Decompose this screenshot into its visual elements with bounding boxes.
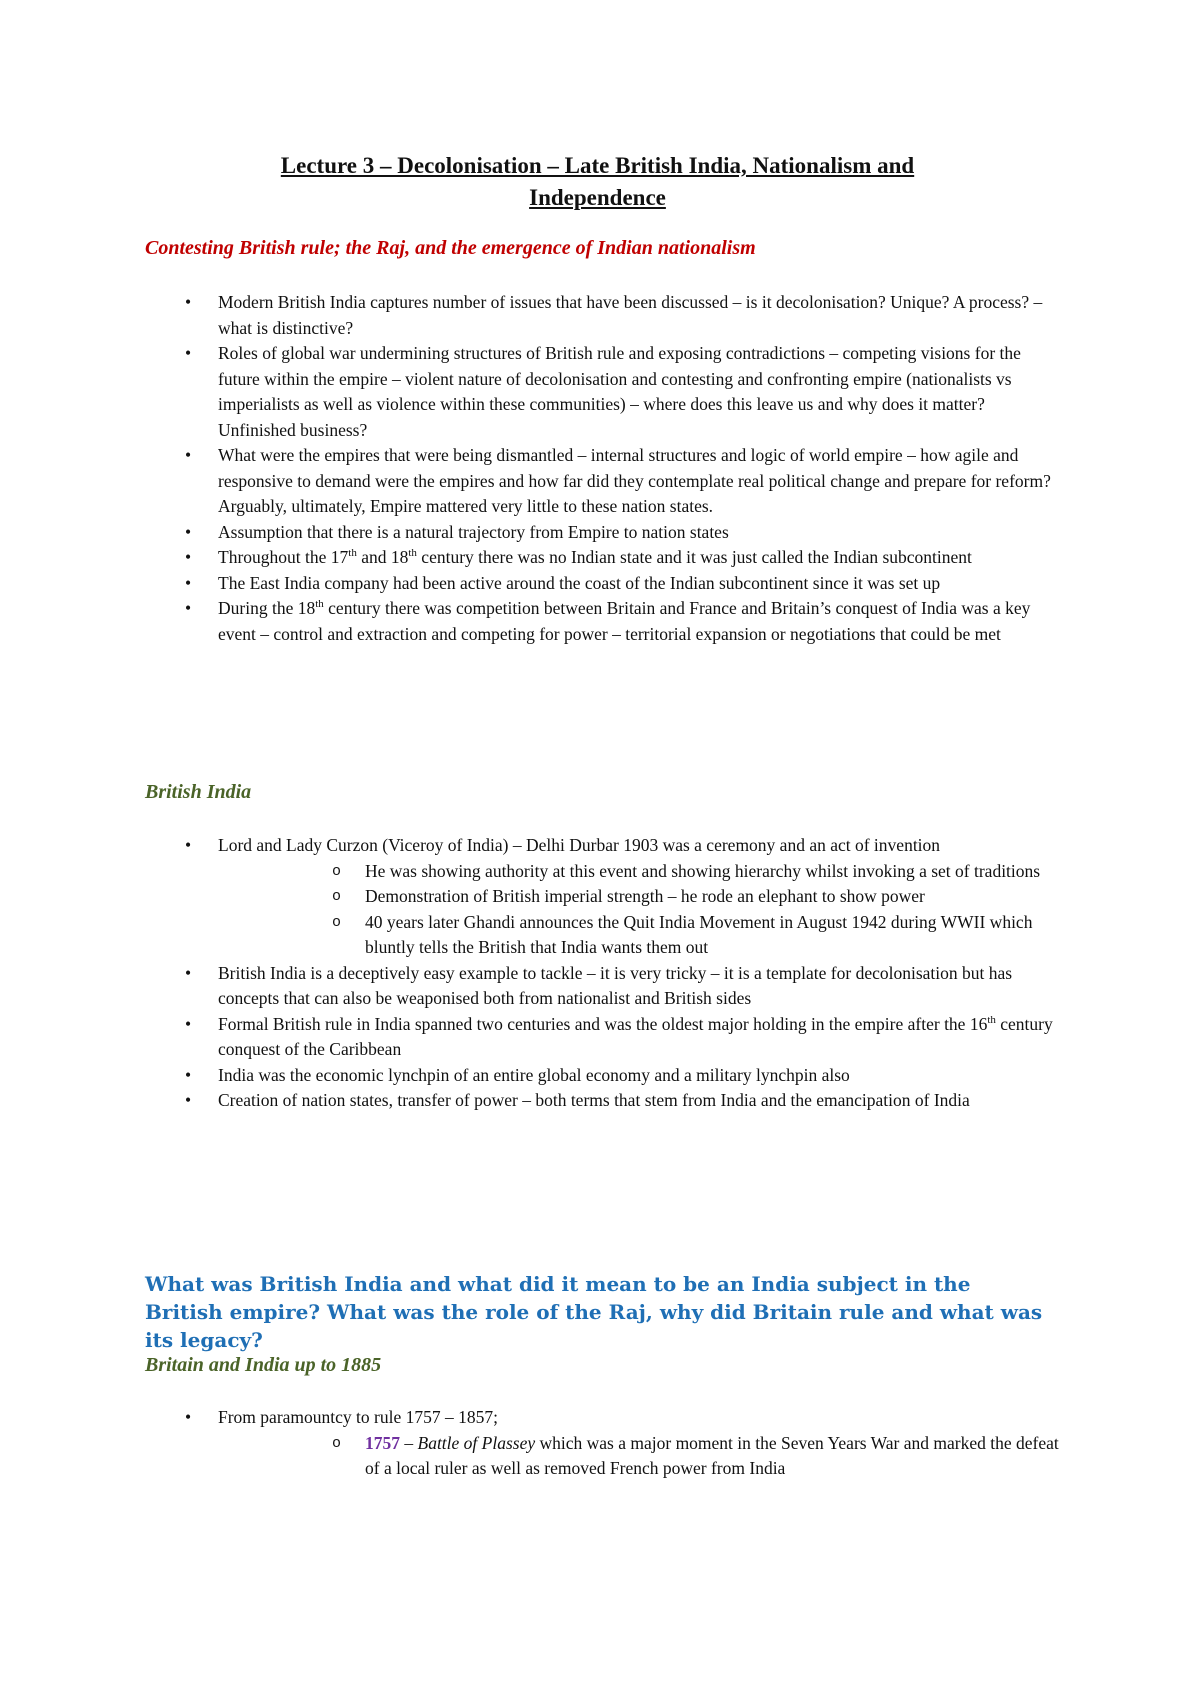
section3-list xyxy=(145,1405,1065,1482)
sub-list-item: o Demonstration of British imperial strength – he rode an elephant to show power xyxy=(145,884,1065,910)
question-heading: What was British India and what did it mean to be an India subject in the British empire? What was the role of the Raj, why did Britain rule and what was its legacy? xyxy=(145,1272,1043,1352)
list-item: • India was the economic lynchpin of an entire global economy and a military lynchpin also xyxy=(145,1063,1065,1089)
bullet-icon: • xyxy=(185,1013,192,1034)
list-item: • Formal British rule in India spanned two centuries and was the oldest major holding in the empire after the 16th century conquest of the Caribbean xyxy=(185,1013,1053,1059)
circle-bullet-icon: o xyxy=(332,888,342,905)
section-heading-contesting: Contesting British rule; the Raj, and the emergence of Indian nationalism xyxy=(145,237,756,259)
page-title xyxy=(145,150,1050,214)
circle-bullet-icon: o xyxy=(332,1434,342,1452)
bullet-icon: • xyxy=(185,547,192,567)
sub-list-item: o He was showing authority at this event and showing hierarchy whilst invoking a set of traditions xyxy=(145,859,1065,885)
list-item: • Assumption that there is a natural trajectory from Empire to nation states xyxy=(145,520,1065,546)
bullet-icon: • xyxy=(185,292,192,312)
section-heading-britain-india-1885: Britain and India up to 1885 xyxy=(145,1354,382,1376)
title-line-1: Lecture 3 – Decolonisation – Late British India, Nationalism and xyxy=(280,153,915,178)
bullet-icon: • xyxy=(185,1090,192,1110)
section-heading-british-india: British India xyxy=(145,781,252,803)
bullet-icon: • xyxy=(185,343,192,363)
bullet-icon: • xyxy=(185,1064,192,1085)
list-item: • British India is a deceptively easy example to tackle – it is very tricky – it is a template for decolonisation but has concepts that can also be weaponised both from nationalist and British sides xyxy=(185,962,1013,1008)
list-item: • Modern British India captures number of issues that have been discussed – is it decolonisation? Unique? A process? – what is distinctive? xyxy=(185,292,1043,338)
list-item: • Roles of global war undermining structures of British rule and exposing contradictions – competing visions for the future within the empire – violent nature of decolonisation and contesting and confronting empire (nationalists vs imperialists as well as violence within these communities) – where does this leave us and why does it matter? Unfinished business? xyxy=(185,343,1021,440)
bullet-icon: • xyxy=(185,521,192,542)
sub-list-item: o 40 years later Ghandi announces the Quit India Movement in August 1942 during WWII which bluntly tells the British that India wants them out xyxy=(332,911,1033,957)
title-line-2: Independence xyxy=(529,185,666,210)
bullet-icon: • xyxy=(185,835,192,855)
list-item: • Lord and Lady Curzon (Viceroy of India) – Delhi Durbar 1903 was a ceremony and an act of invention xyxy=(145,833,1065,859)
circle-bullet-icon: o xyxy=(332,862,342,880)
circle-bullet-icon: o xyxy=(332,913,342,931)
list-item: • The East India company had been active around the coast of the Indian subcontinent since it was set up xyxy=(145,571,1065,597)
section1-list xyxy=(145,290,1065,647)
list-item: • Throughout the 17th and 18th century there was no Indian state and it was just called the Indian subcontinent xyxy=(145,545,1065,571)
list-item: • From paramountcy to rule 1757 – 1857; xyxy=(145,1405,1065,1431)
list-item: • Creation of nation states, transfer of power – both terms that stem from India and the emancipation of India xyxy=(145,1088,1065,1114)
list-item: • What were the empires that were being dismantled – internal structures and logic of world empire – how agile and responsive to demand were the empires and how far did they contemplate real political change and prepare for reform? Arguably, ultimately, Empire mattered very little to these nation states. xyxy=(185,445,1051,516)
sub-list-item: o 1757 – Battle of Plassey which was a major moment in the Seven Years War and marked the defeat of a local ruler as well as removed French power from India xyxy=(332,1432,1059,1478)
bullet-icon: • xyxy=(185,598,192,618)
section2-list xyxy=(145,833,1065,1114)
bullet-icon: • xyxy=(185,962,192,983)
bullet-icon: • xyxy=(185,445,192,465)
list-item: • During the 18th century there was competition between Britain and France and Britain’s conquest of India was a key event – control and extraction and competing for power – territorial expansion or negotiations that could be met xyxy=(185,598,1031,644)
bullet-icon: • xyxy=(185,572,192,593)
bullet-icon: • xyxy=(185,1407,192,1427)
